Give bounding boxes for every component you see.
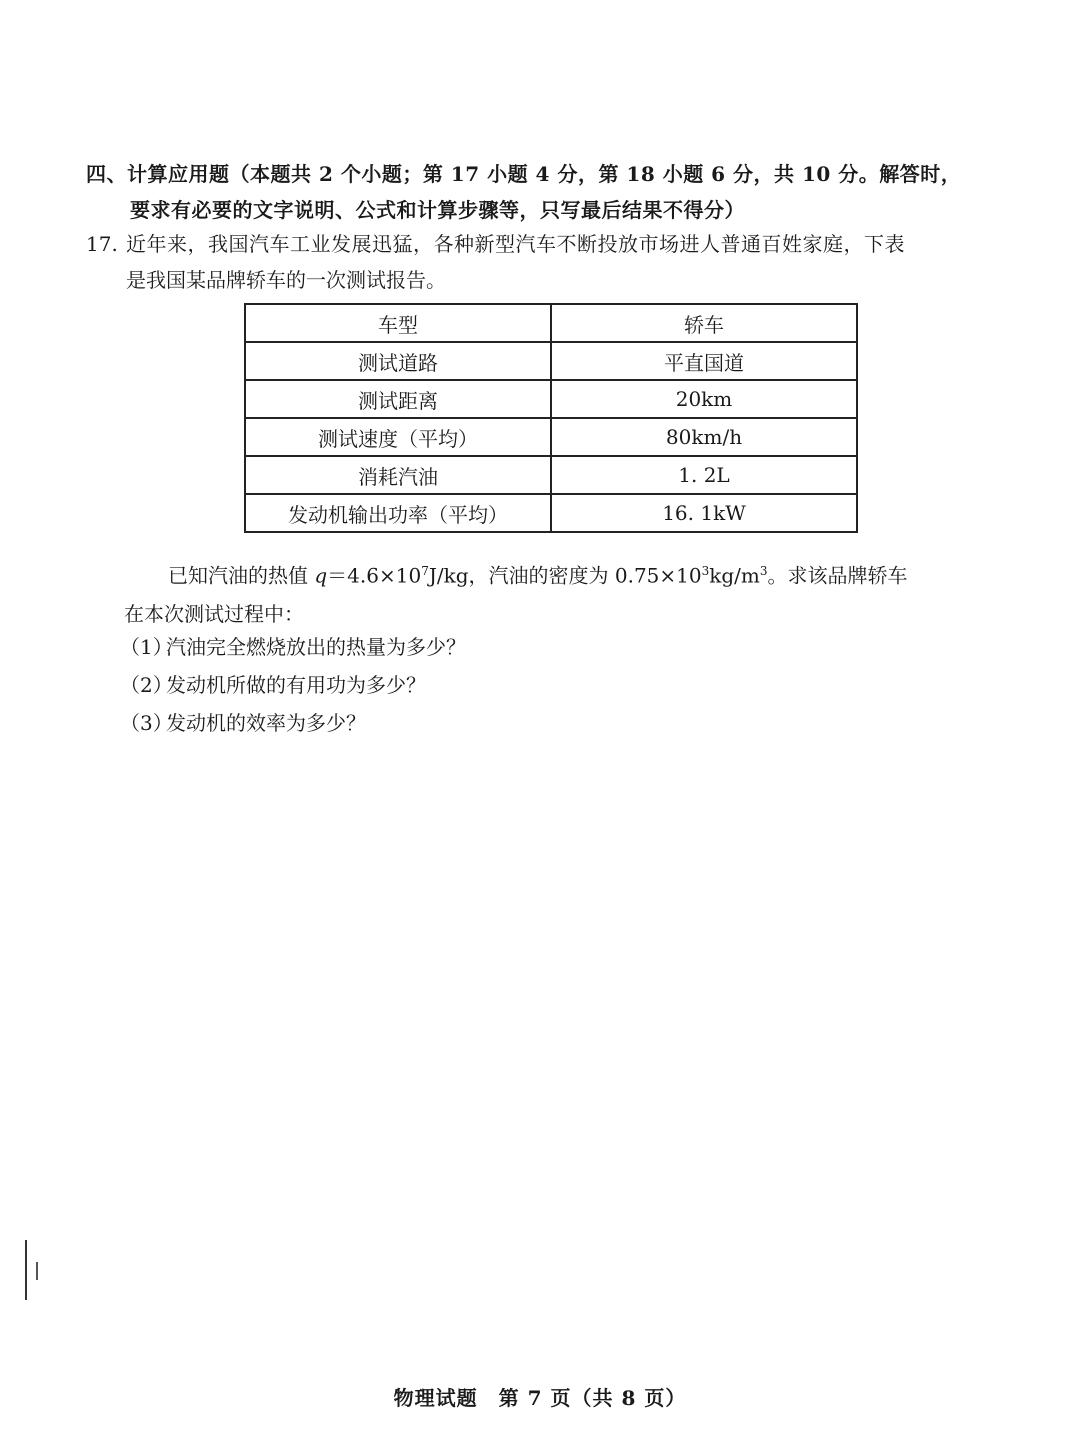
sub-question-text: 汽油完全燃烧放出的热量为多少？ [166,635,466,659]
page-footer: 物理试题 第 7 页（共 8 页） [393,1386,687,1410]
table-row [245,342,857,380]
given-line2: 在本次测试过程中： [124,601,304,626]
given-text: 。求该品牌轿车 [767,563,908,588]
table-row [245,456,857,494]
table-cell-value: 轿车 [551,304,857,342]
given-conditions [124,552,994,633]
table-cell-label: 发动机输出功率（平均） [245,494,551,532]
question-17 [86,226,996,298]
sub-question-number: （1） [120,635,173,659]
table-cell-label: 测试速度（平均） [245,418,551,456]
table-cell-label: 消耗汽油 [245,456,551,494]
section-heading-line1: 四、计算应用题（本题共 2 个小题；第 17 小题 4 分，第 18 小题 6 分，共 10 分。解答时， [86,162,962,186]
q-symbol: q [314,563,328,588]
table-cell-label: 测试道路 [245,342,551,380]
sub-question-1 [120,632,466,662]
test-report-table [244,303,858,533]
table-cell-value: 平直国道 [551,342,857,380]
table-cell-value: 16. 1kW [551,494,857,532]
sub-question-number: （2） [120,673,173,697]
table-row [245,304,857,342]
table-row [245,380,857,418]
table-cell-value: 80km/h [551,418,857,456]
exponent: 7 [421,564,429,578]
table-row [245,494,857,532]
table-row [245,418,857,456]
given-text: J/kg，汽油的密度为 0.75×10 [428,563,702,588]
section-heading-line2: 要求有必要的文字说明、公式和计算步骤等，只写最后结果不得分） [130,198,745,222]
given-line1 [124,552,994,595]
question-text-line2: 是我国某品牌轿车的一次测试报告。 [126,268,446,292]
exponent: 3 [701,564,710,578]
sub-question-3 [120,708,366,738]
sub-question-text: 发动机所做的有用功为多少？ [166,673,426,697]
given-text: 已知汽油的热值 [168,563,315,588]
exponent: 3 [759,564,768,578]
sub-question-2 [120,670,426,700]
section-heading [86,156,996,228]
sub-question-number: （3） [120,711,173,735]
table-cell-label: 测试距离 [245,380,551,418]
given-text: kg/m [709,563,760,588]
question-text-line1: 近年来，我国汽车工业发展迅猛，各种新型汽车不断投放市场进人普通百姓家庭，下表 [126,232,905,256]
binding-margin-mark [25,1240,27,1300]
binding-margin-mark [36,1262,38,1280]
table-cell-value: 1. 2L [551,456,857,494]
table-cell-label: 车型 [245,304,551,342]
question-number: 17. [86,232,118,256]
sub-question-text: 发动机的效率为多少？ [166,711,366,735]
given-text: ＝4.6×10 [327,563,422,588]
table-cell-value: 20km [551,380,857,418]
